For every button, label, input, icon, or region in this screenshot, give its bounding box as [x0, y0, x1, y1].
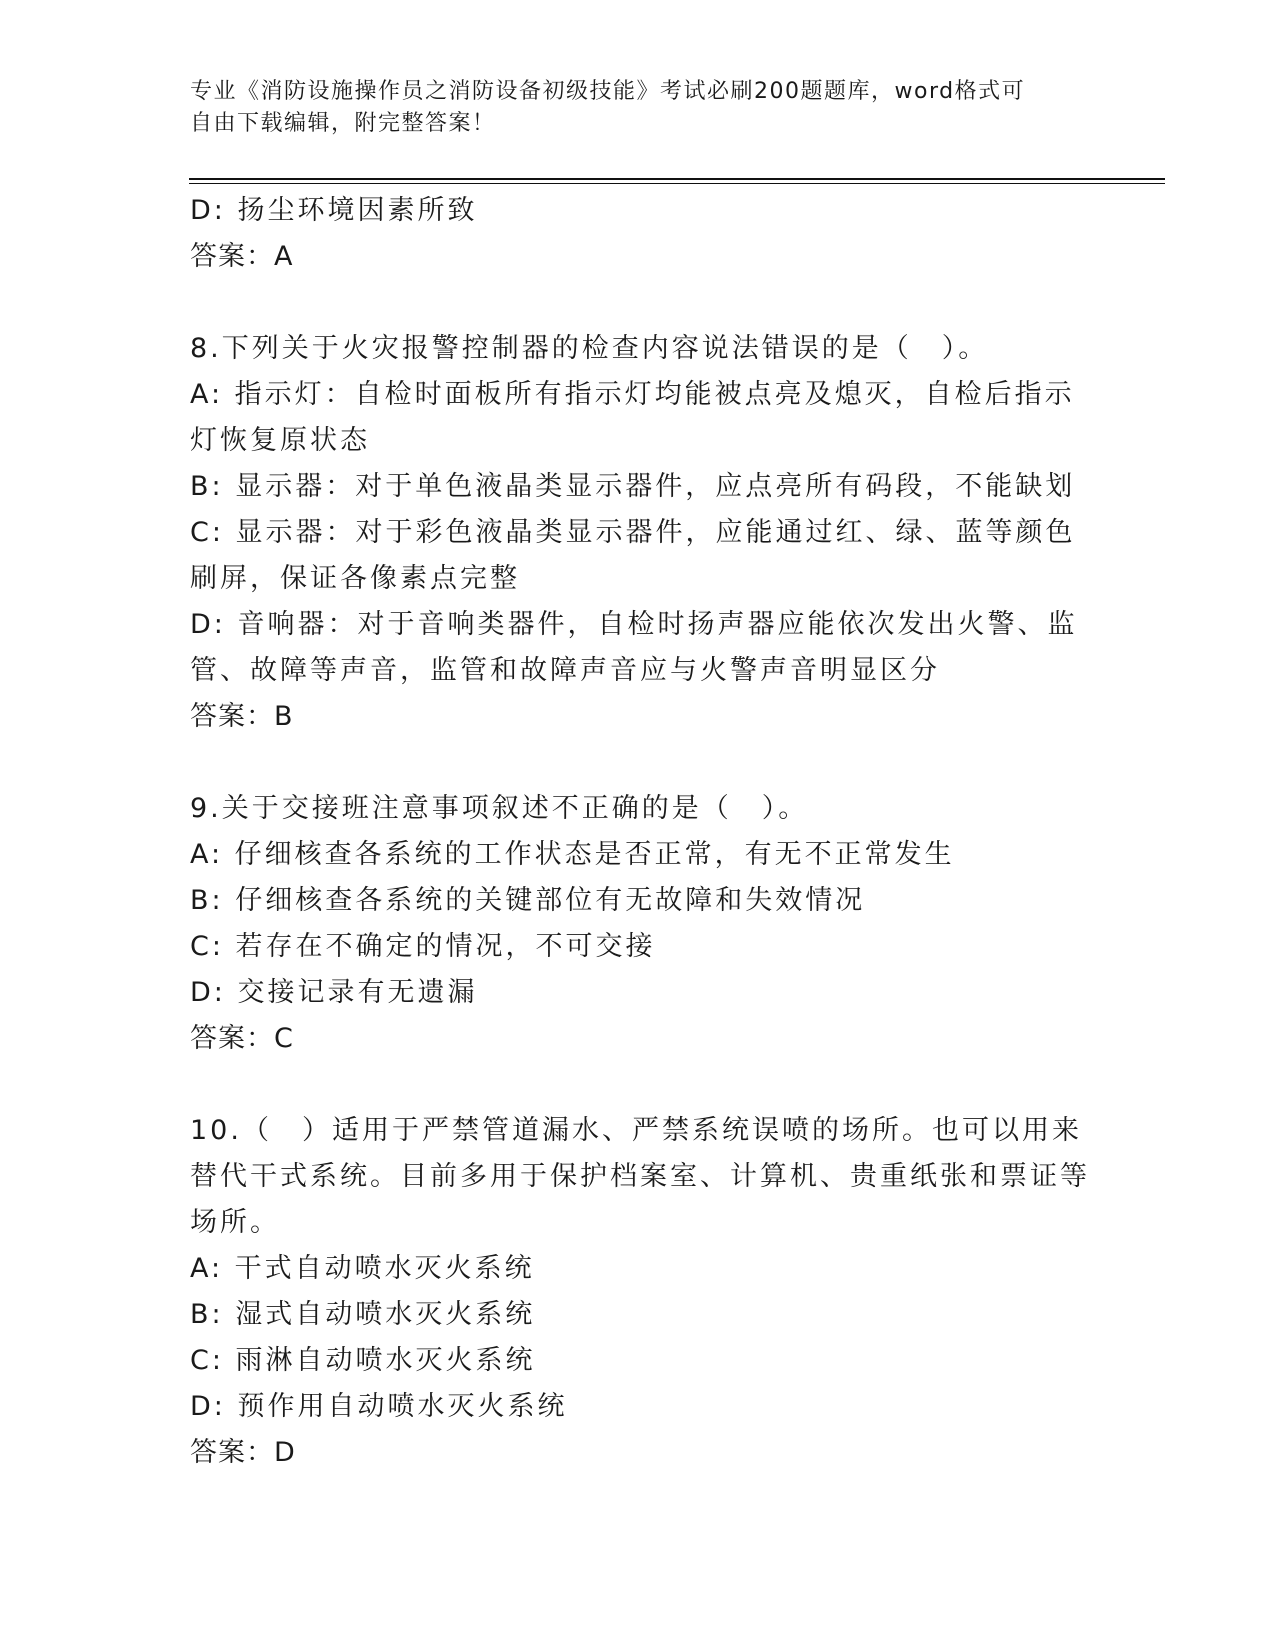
answer-label: 答案：: [190, 701, 274, 732]
option-a: A: 干式自动喷水灭火系统: [190, 1253, 535, 1284]
answer-value: C: [274, 1023, 296, 1054]
document-body: [190, 188, 1090, 1522]
question-8: [190, 326, 1090, 740]
option-a: A: 指示灯：自检时面板所有指示灯均能被点亮及熄灭，自检后指示灯恢复原状态: [190, 379, 1075, 456]
question-stem: 9.关于交接班注意事项叙述不正确的是（ ）。: [190, 793, 809, 824]
option-d: D: 音响器：对于音响类器件，自检时扬声器应能依次发出火警、监管、故障等声音，监管和故障声音应与火警声音明显区分: [190, 609, 1078, 686]
header-divider-thin: [189, 183, 1165, 184]
option-b: B: 仔细核查各系统的关键部位有无故障和失效情况: [190, 885, 866, 916]
option-d: D: 交接记录有无遗漏: [190, 977, 478, 1008]
answer-value: B: [274, 701, 296, 732]
option-d: D: 预作用自动喷水灭火系统: [190, 1391, 568, 1422]
option-a: A: 仔细核查各系统的工作状态是否正常，有无不正常发生: [190, 839, 955, 870]
carryover-answer: [190, 234, 1090, 280]
answer-label: 答案：: [190, 1437, 274, 1468]
answer-label: 答案：: [190, 1023, 274, 1054]
option-c: C: 显示器：对于彩色液晶类显示器件，应能通过红、绿、蓝等颜色刷屏，保证各像素点完整: [190, 517, 1076, 594]
question-10: [190, 1108, 1090, 1476]
answer-value: A: [274, 241, 296, 272]
option-c: C: 雨淋自动喷水灭火系统: [190, 1345, 536, 1376]
answer-label: 答案：: [190, 241, 274, 272]
question-stem: 10.（ ）适用于严禁管道漏水、严禁系统误喷的场所。也可以用来替代干式系统。目前多用于保护档案室、计算机、贵重纸张和票证等场所。: [190, 1115, 1090, 1238]
question-stem: 8.下列关于火灾报警控制器的检查内容说法错误的是（ ）。: [190, 333, 989, 364]
option-c: C: 若存在不确定的情况，不可交接: [190, 931, 656, 962]
question-answer: [190, 1430, 1090, 1476]
answer-value: D: [274, 1437, 298, 1468]
option-b: B: 显示器：对于单色液晶类显示器件，应点亮所有码段，不能缺划: [190, 471, 1076, 502]
carryover-option-d: D: 扬尘环境因素所致: [190, 195, 478, 226]
document-header: [190, 76, 1090, 140]
question-9: [190, 786, 1090, 1062]
question-answer: [190, 694, 1090, 740]
option-b: B: 湿式自动喷水灭火系统: [190, 1299, 536, 1330]
header-title-line-1: 专业《消防设施操作员之消防设备初级技能》考试必刷200题题库，word格式可: [190, 79, 1026, 104]
header-divider-thick: [189, 178, 1165, 180]
header-title-line-2: 自由下载编辑，附完整答案！: [190, 111, 496, 136]
question-answer: [190, 1016, 1090, 1062]
